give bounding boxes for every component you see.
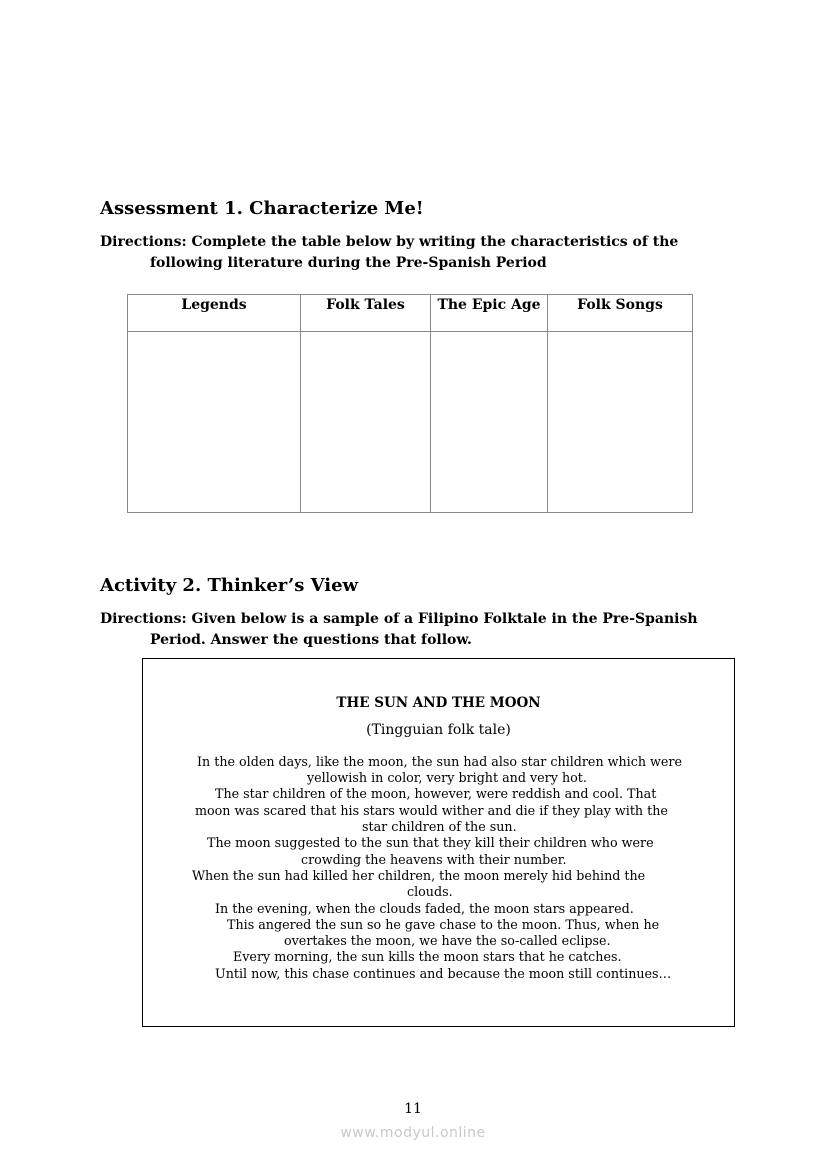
header-epic-age: The Epic Age xyxy=(431,295,548,332)
tale-line: In the evening, when the clouds faded, the moon stars appeared. xyxy=(215,901,634,916)
tale-line: In the olden days, like the moon, the sun had also star children which were xyxy=(197,754,682,769)
tale-line: The star children of the moon, however, were reddish and cool. That xyxy=(215,786,657,801)
header-legends: Legends xyxy=(128,295,301,332)
tale-line: When the sun had killed her children, the moon merely hid behind the xyxy=(192,868,646,883)
activity-directions-label: Directions xyxy=(100,611,182,627)
activity-directions xyxy=(100,609,740,651)
header-folk-songs: Folk Songs xyxy=(548,295,693,332)
tale-line: clouds. xyxy=(407,884,453,899)
characteristics-table xyxy=(127,294,693,513)
tale-line: yellowish in color, very bright and very hot. xyxy=(307,770,587,785)
tale-title: THE SUN AND THE MOON xyxy=(336,695,541,711)
assessment-heading: Assessment 1. Characterize Me! xyxy=(100,198,424,219)
folktale-box xyxy=(142,658,735,1027)
cell-epic-age[interactable] xyxy=(431,332,548,513)
activity-directions-line1: : Given below is a sample of a Filipino Folktale in the Pre-Spanish xyxy=(181,611,698,627)
tale-line: overtakes the moon, we have the so-called eclipse. xyxy=(284,933,611,948)
header-folk-tales: Folk Tales xyxy=(301,295,431,332)
assessment-directions-line2: following literature during the Pre-Spanish Period xyxy=(150,255,547,271)
tale-line: moon was scared that his stars would wither and die if they play with the xyxy=(195,803,668,818)
table-header-row xyxy=(128,295,693,332)
watermark: www.modyul.online xyxy=(340,1125,486,1141)
page-number: 11 xyxy=(404,1101,422,1117)
activity-heading: Activity 2. Thinker’s View xyxy=(100,575,359,596)
table-row xyxy=(128,332,693,513)
tale-line: The moon suggested to the sun that they kill their children who were xyxy=(207,835,654,850)
assessment-directions xyxy=(100,232,740,274)
tale-line: star children of the sun. xyxy=(362,819,517,834)
cell-folk-songs[interactable] xyxy=(548,332,693,513)
tale-subtitle: (Tingguian folk tale) xyxy=(366,722,511,738)
cell-folk-tales[interactable] xyxy=(301,332,431,513)
tale-line: This angered the sun so he gave chase to the moon. Thus, when he xyxy=(227,917,660,932)
tale-line: Until now, this chase continues and because the moon still continues… xyxy=(215,966,672,981)
tale-line: crowding the heavens with their number. xyxy=(301,852,567,867)
tale-line: Every morning, the sun kills the moon stars that he catches. xyxy=(233,949,622,964)
activity-directions-line2: Period. Answer the questions that follow. xyxy=(150,632,472,648)
assessment-directions-line1: Directions: Complete the table below by writing the characteristics of the xyxy=(100,234,679,250)
cell-legends[interactable] xyxy=(128,332,301,513)
